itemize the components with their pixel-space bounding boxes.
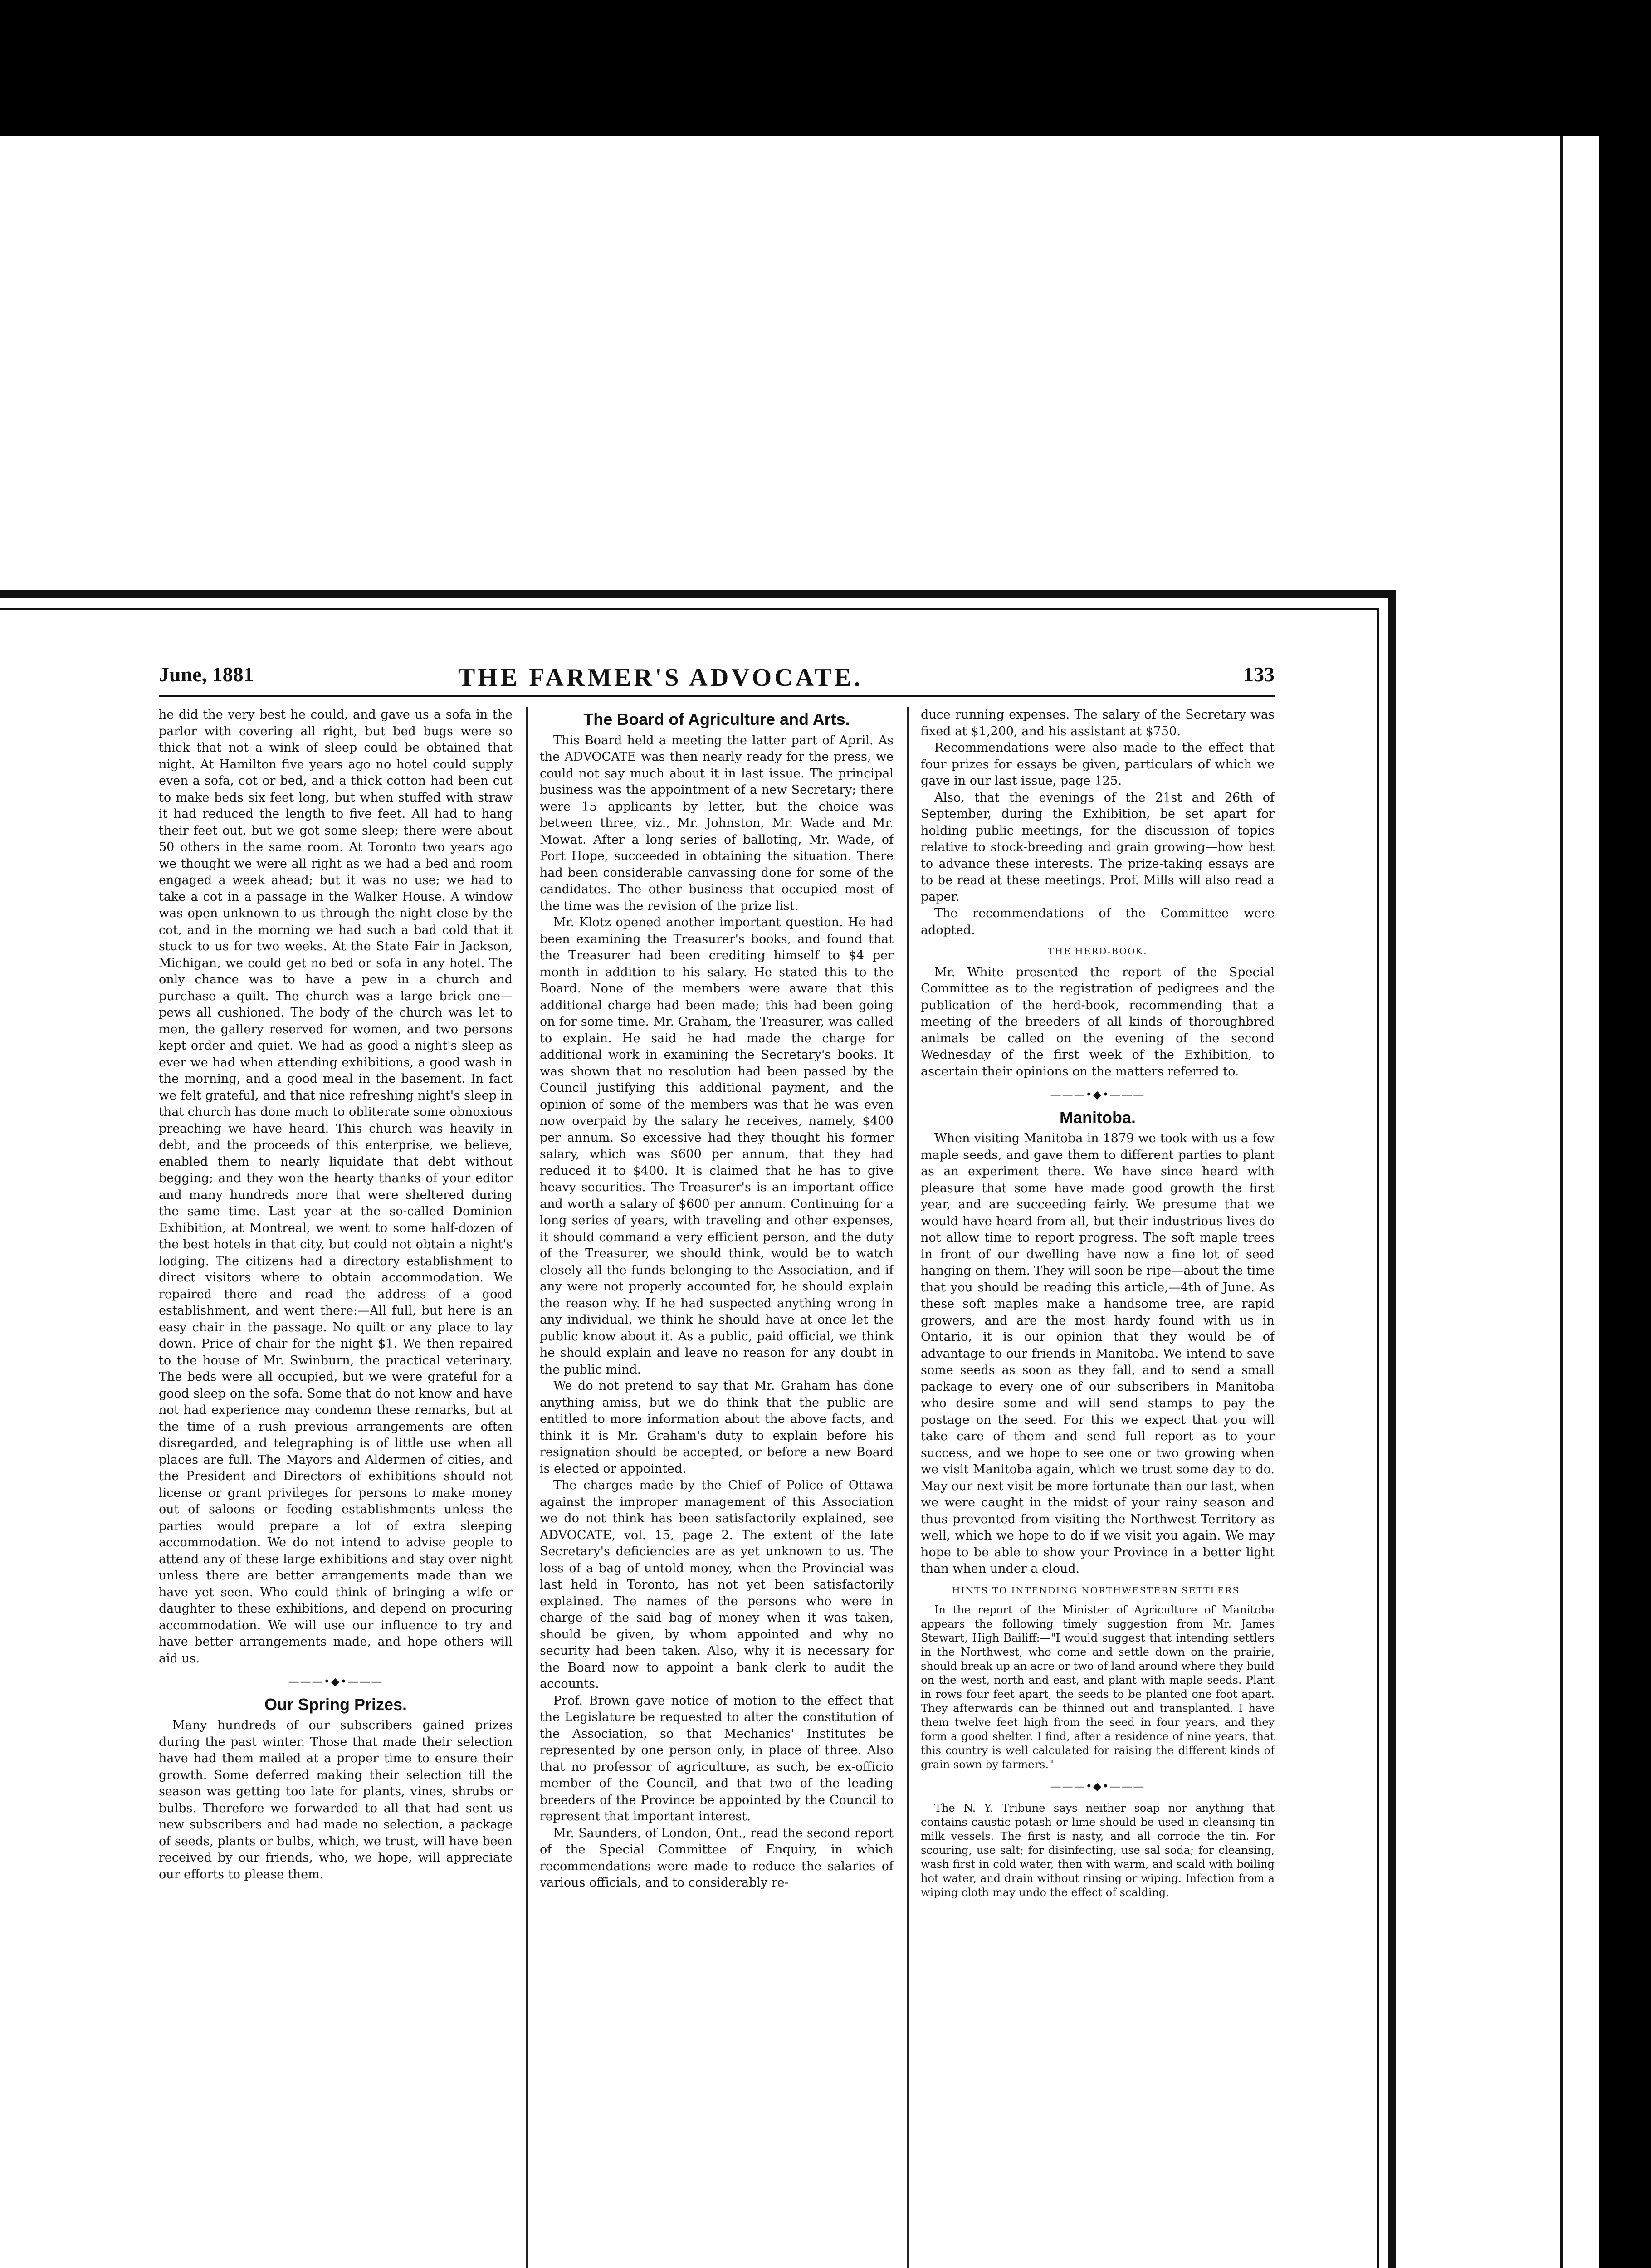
subheading-hints-to-settlers: HINTS TO INTENDING NORTHWESTERN SETTLERS.	[952, 1584, 1243, 1596]
article-paragraph: When visiting Manitoba in 1879 we took with us a few maple seeds, and gave them to different parties to plant as an experiment there. We have since heard with pleasure that some have made good growth the first year, and are succeeding fairly. We presume that we would have heard from all, but their industrious lives do not allow time to report progress. The soft maple trees in front of our dwelling have now a fine lot of seed hanging on them. They will soon be ripe—about the time that you should be reading this article,—4th of June. As these soft maples make a handsome tree, are rapid growers, and are the most hardy found with us in Ontario, it is our opinion that they would be of advantage to our friends in Manitoba. We intend to save some seeds as soon as they fall, and to send a small package to every one of our subscribers in Manitoba who desire some and will send stamps to pay the postage on the seed. For this we expect that you will take care of them and send full report as to your success, and we hope to see one or two growing when we visit Manitoba again, which we trust some day to do. May our next visit be more fortunate than our last, when we were caught in the midst of your rainy season and thus prevented from visiting the Northwest Territory as well, which we hope to do if we visit you again. We may hope to be able to show your Province in a better light than when under a cloud.	[921, 1131, 1275, 1576]
article-paragraph: Mr. Klotz opened another important question. He had been examining the Treasurer's books, and found that the Treasurer had been crediting himself to $4 per month in addition to his salary. He stated this to the Board. None of the members were aware that this additional charge had been made; this had been going on for some time. Mr. Graham, the Treasurer, was called to explain. He said he had made the charge for additional work in examining the Secretary's books. It was shown that no resolution had been passed by the Council justifying this additional payment, and the opinion of some of the members was that he was even now overpaid by the salary he receives, namely, $400 per annum. So excessive had they thought his former salary, which was $600 per annum, that they had reduced it to $400. It is claimed that he has to give heavy securities. The Treasurer's is an important office and worth a salary of $600 per annum. Continuing for a long series of years, with traveling and other expenses, it should command a very efficient person, and the duty of the Treasurer, we should think, would be to watch closely all the funds belonging to the Association, and if any were not properly accounted for, he should explain the reason why. If he had suspected anything wrong in any individual, we think he should have at once let the public know about it. As a public, paid official, we think he should explain and leave no reason for any doubt in the public mind.	[540, 915, 894, 1377]
article-paragraph: Many hundreds of our subscribers gained prizes during the past winter. Those that made their selection have had them mailed at a proper time to ensure their growth. Some deferred making their selection till the season was getting too late for plants, vines, shrubs or bulbs. Therefore we forwarded to all that had sent us new subscribers and had made no selection, a package of seeds, plants or bulbs, which, we trust, will have been received by our friends, who, we hope, will appreciate our efforts to please them.	[159, 1718, 513, 1882]
column-rule	[907, 707, 909, 2268]
scan-edge-line	[1560, 136, 1563, 2268]
article-heading-board-of-agriculture: The Board of Agriculture and Arts.	[583, 710, 850, 728]
column-1	[159, 707, 513, 2268]
subheading-herd-book: THE HERD-BOOK.	[1048, 946, 1148, 957]
article-paragraph: The N. Y. Tribune says neither soap nor anything that contains caustic potash or lime should be used in cleansing tin milk vessels. The first is nasty, and all corrode the tin. For scouring, use salt; for disinfecting, use sal soda; for cleansing, wash first in cold water, then with warm, and scald with boiling hot water, and drain without rinsing or wiping. Infection from a wiping cloth may undo the effect of scalding.	[921, 1801, 1275, 1899]
newspaper-page	[159, 662, 1275, 2268]
article-paragraph: The charges made by the Chief of Police of Ottawa against the improper management of this Association we do not think has been satisfactorily explained, see ADVOCATE, vol. 15, page 2. The extent of the late Secretary's deficiencies are as yet unknown to us. The loss of a bag of untold money, when the Provincial was last held in Toronto, has not yet been satisfactorily explained. The names of the persons who were in charge of the said bag of money when it was taken, should be given, by whom appointed and why no security had been taken. Also, why it is necessary for the Board now to appoint a bank clerk to audit the accounts.	[540, 1478, 894, 1691]
article-paragraph: duce running expenses. The salary of the Secretary was fixed at $1,200, and his assistant at $750.	[921, 708, 1275, 738]
article-paragraph: Prof. Brown gave notice of motion to the effect that the Legislature be requested to alter the constitution of the Association, so that Mechanics' Institutes be represented by one person only, in place of three. Also that no professor of agriculture, as such, be ex-officio member of the Council, and that two of the leading breeders of the Province be appointed by the Council to represent that important interest.	[540, 1693, 894, 1823]
scan-border-right	[1599, 0, 1651, 2268]
article-paragraph: This Board held a meeting the latter part of April. As the ADVOCATE was then nearly ready for the press, we could not say much about it in last issue. The principal business was the appointment of a new Secretary; there were 15 applicants by letter, but the choice was between three, viz., Mr. Johnston, Mr. Wade and Mr. Mowat. After a long series of balloting, Mr. Wade, of Port Hope, succeeded in obtaining the situation. There had been considerable canvassing done for some of the candidates. The other business that occupied most of the time was the revision of the prize list.	[540, 733, 894, 913]
article-paragraph: In the report of the Minister of Agriculture of Manitoba appears the following timely suggestion from Mr. James Stewart, High Bailiff:—"I would suggest that intending settlers in the Northwest, who come and settle down on the prairie, should break up an acre or two of land around where they build on the west, north and east, and plant with maple seeds. Plant in rows four feet apart, the seeds to be planted one foot apart. They afterwards can be thinned out and transplanted. I have them twelve feet high from the seed in four years, and they form a good shelter. I find, after a residence of nine years, that this country is well calculated for raising the different kinds of grain sown by farmers."	[921, 1603, 1275, 1771]
masthead-title: THE FARMER'S ADVOCATE.	[458, 664, 863, 692]
page-header	[159, 662, 1275, 697]
scan-border-top	[0, 0, 1651, 136]
page-number: 133	[1243, 663, 1275, 686]
article-heading-spring-prizes: Our Spring Prizes.	[264, 1695, 407, 1714]
article-heading-manitoba: Manitoba.	[1060, 1108, 1136, 1127]
section-ornament: ———•◆•———	[1050, 1088, 1145, 1101]
section-ornament: ———•◆•———	[1050, 1780, 1145, 1793]
article-paragraph: he did the very best he could, and gave us a sofa in the parlor with covering all right, but bed bugs were so thick that not a wink of sleep could be obtained that night. At Hamilton five years ago no hotel could supply even a sofa, cot or bed, and a thick cotton had been cut to make beds six feet long, but when stuffed with straw it had reduced the length to five feet. All had to hang their feet out, but we got some sleep; there were about 50 others in the same room. At Toronto two years ago we thought we were all right as we had a bed and room engaged a week ahead; but it was no use; we had to take a cot in a passage in the Walker House. A window was open unknown to us through the night close by the cot, and in the morning we had such a bad cold that it stuck to us for two weeks. At the State Fair in Jackson, Michigan, we could get no bed or sofa in any hotel. The only chance was to have a pew in a church and purchase a quilt. The church was a large brick one—pews all cushioned. The body of the church was let to men, the gallery reserved for women, and two persons kept order and quiet. We had as good a night's sleep as ever we had when attending exhibitions, a good wash in the morning, and a good meal in the basement. In fact we felt grateful, and that nice refreshing night's sleep in that church has done much to obliterate some obnoxious preaching we have heard. This church was heavily in debt, and the proceeds of this enterprise, we believe, enabled them to nearly liquidate that debt without begging; and they won the hearty thanks of your editor and many hundreds more that were sheltered during the same time. Last year at the so-called Dominion Exhibition, at Montreal, we went to some half-dozen of the best hotels in that city, but could not obtain a night's lodging. The citizens had a directory establishment to direct visitors where to obtain accommodation. We repaired there and read the address of a good establishment, and went there:—All full, but here is an easy chair in the passage. No quilt or any place to lay down. Price of chair for the night $1. We then repaired to the house of Mr. Swinburn, the practical veterinary. The beds were all occupied, but we were grateful for a good sleep on the sofa. Some that do not know and have not had experience may condemn these remarks, but at the time of a rush previous arrangements are often disregarded, and telegraphing is of little use when all places are full. The Mayors and Aldermen of cities, and the President and Directors of exhibitions should not license or grant privileges for persons to make money out of saloons or feeding establishments unless the parties would prepare a lot of extra sleeping accommodation. We do not intend to advise people to attend any of these large exhibitions and stay over night unless there are better arrangements made than we have yet seen. Who could think of bringing a wife or daughter to these exhibitions, and depend on procuring accommodation. We will use our influence to try and have better arrangements made, and hope others will aid us.	[159, 708, 513, 1666]
issue-date: June, 1881	[159, 663, 254, 686]
column-rule	[526, 707, 528, 2268]
article-paragraph: Recommendations were also made to the effect that four prizes for essays be given, particulars of which we gave in our last issue, page 125.	[921, 741, 1275, 788]
article-paragraph: The recommendations of the Committee were adopted.	[921, 906, 1275, 937]
article-paragraph: We do not pretend to say that Mr. Graham has done anything amiss, but we do think that the public are entitled to more information about the above facts, and think it is Mr. Graham's duty to explain before his resignation should be accepted, or before a new Board is elected or appointed.	[540, 1379, 894, 1476]
column-2	[540, 707, 894, 2268]
article-paragraph: Mr. White presented the report of the Special Committee as to the registration of pedigrees and the publication of the herd-book, recommending that a meeting of the breeders of all kinds of thoroughbred animals be called on the evening of the second Wednesday of the first week of the Exhibition, to ascertain their opinions on the matters referred to.	[921, 965, 1275, 1079]
column-3	[921, 707, 1275, 2268]
article-paragraph: Mr. Saunders, of London, Ont., read the second report of the Special Committee of Enquiry, in which recommendations were made to reduce the salaries of various officials, and to considerably re-	[540, 1826, 894, 1890]
section-ornament: ———•◆•———	[288, 1675, 383, 1688]
article-paragraph: Also, that the evenings of the 21st and 26th of September, during the Exhibition, be set apart for holding public meetings, for the discussion of topics relative to stock-breeding and grain growing—how best to advance these interests. The prize-taking essays are to be read at these meetings. Prof. Mills will also read a paper.	[921, 790, 1275, 904]
